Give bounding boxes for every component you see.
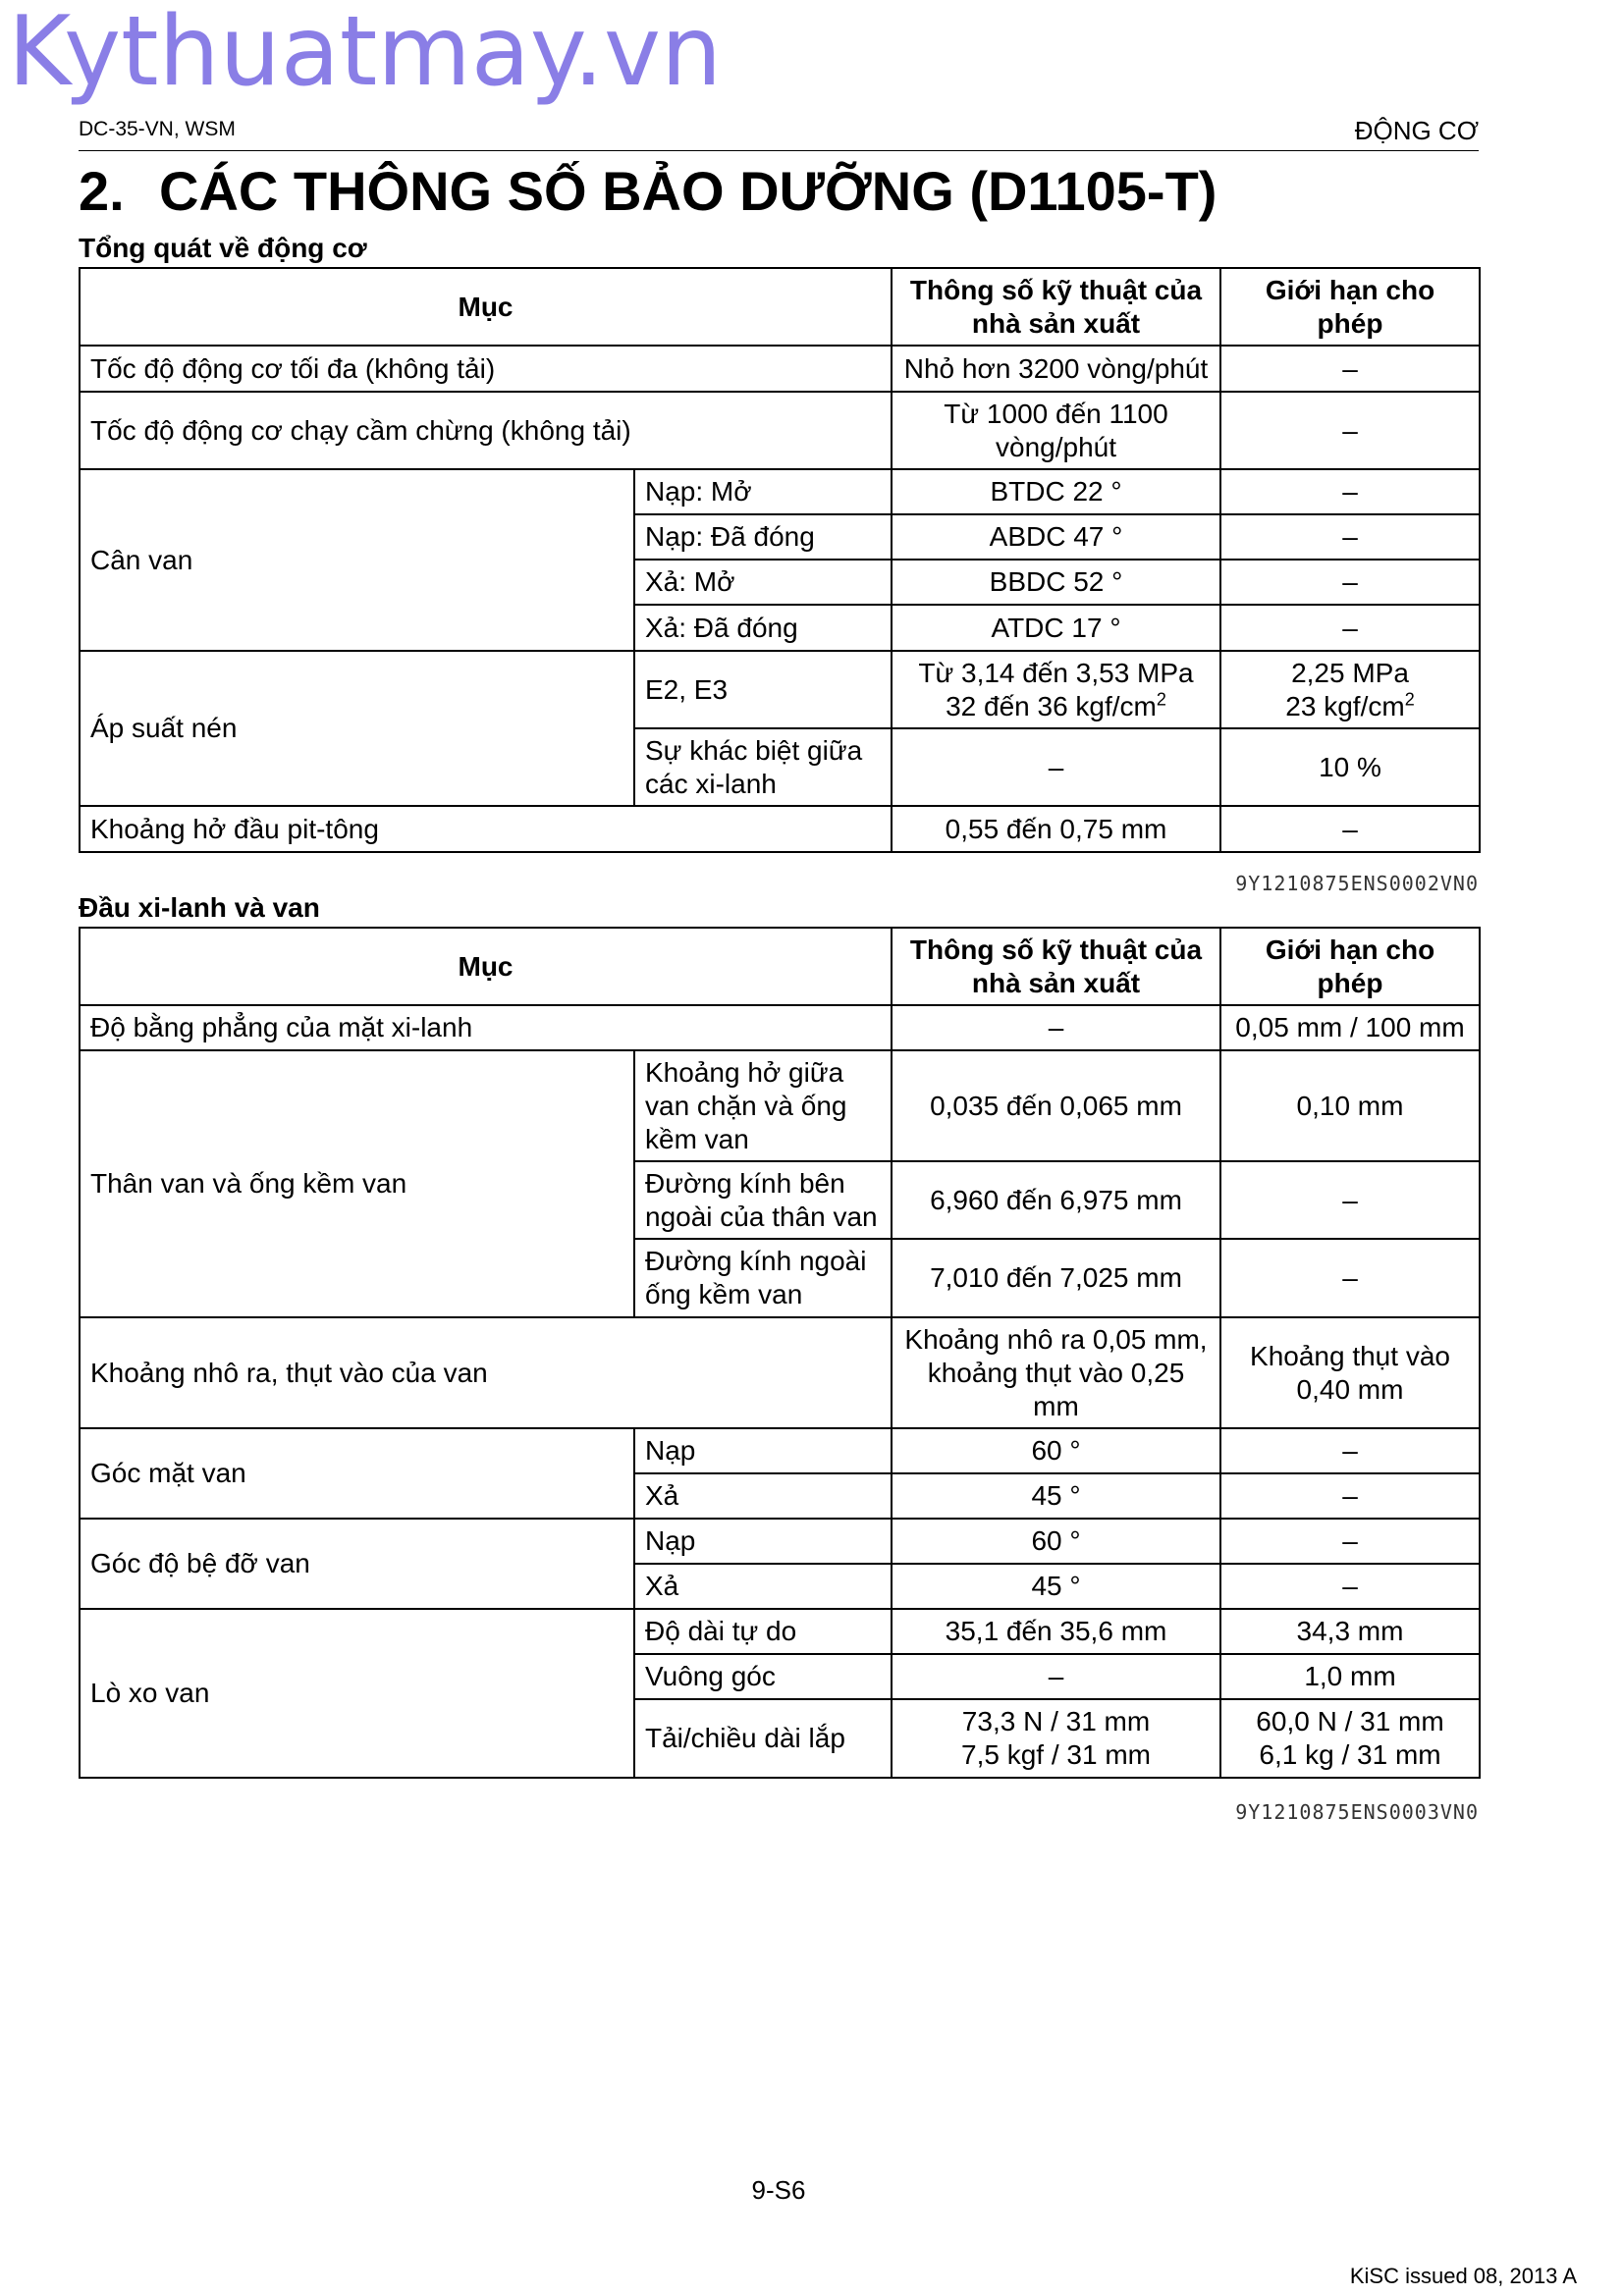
table-row xyxy=(80,806,1480,852)
row-spec: 35,1 đến 35,6 mm xyxy=(892,1609,1220,1654)
row-subitem: Tải/chiều dài lắp xyxy=(634,1699,892,1778)
spec-line: 7,5 kgf / 31 mm xyxy=(961,1739,1151,1770)
row-spec xyxy=(892,1699,1220,1778)
col-header-limit: Giới hạn cho phép xyxy=(1220,928,1480,1005)
row-subitem: Xả: Đã đóng xyxy=(634,605,892,651)
table-row xyxy=(80,346,1480,392)
row-item: Khoảng hở đầu pit-tông xyxy=(80,806,892,852)
limit-line: 2,25 MPa xyxy=(1291,657,1409,688)
table-header-row xyxy=(80,268,1480,346)
row-item: Áp suất nén xyxy=(80,651,634,806)
row-limit xyxy=(1220,651,1480,728)
row-limit: – xyxy=(1220,1564,1480,1609)
table-row xyxy=(80,469,1480,514)
row-item: Tốc độ động cơ tối đa (không tải) xyxy=(80,346,892,392)
row-subitem: Khoảng hở giữa van chặn và ống kềm van xyxy=(634,1050,892,1161)
row-subitem: Vuông góc xyxy=(634,1654,892,1699)
spec-line: Từ 3,14 đến 3,53 MPa xyxy=(918,657,1194,688)
table-row xyxy=(80,392,1480,469)
row-item: Lò xo van xyxy=(80,1609,634,1778)
row-spec: 0,55 đến 0,75 mm xyxy=(892,806,1220,852)
row-limit: – xyxy=(1220,1473,1480,1519)
row-spec: 45 ° xyxy=(892,1473,1220,1519)
row-item: Độ bằng phẳng của mặt xi-lanh xyxy=(80,1005,892,1050)
row-spec: Khoảng nhô ra 0,05 mm, khoảng thụt vào 0,25 mm xyxy=(892,1317,1220,1428)
exponent: 2 xyxy=(1156,689,1166,710)
row-spec: 45 ° xyxy=(892,1564,1220,1609)
cylinder-head-spec-table xyxy=(79,927,1481,1779)
row-spec: 60 ° xyxy=(892,1519,1220,1564)
header-rule xyxy=(79,150,1479,151)
page-number: 9-S6 xyxy=(751,2175,806,2205)
spec-line: 73,3 N / 31 mm xyxy=(961,1706,1151,1736)
row-limit: – xyxy=(1220,469,1480,514)
page-title xyxy=(79,159,1217,223)
row-limit: – xyxy=(1220,1161,1480,1239)
watermark-logo: Kythuatmay.vn xyxy=(8,0,723,108)
limit-line xyxy=(1231,690,1469,723)
reference-code: 9Y1210875ENS0002VN0 xyxy=(1235,872,1479,895)
limit-line: 6,1 kg / 31 mm xyxy=(1259,1739,1441,1770)
limit-line: 60,0 N / 31 mm xyxy=(1256,1706,1444,1736)
row-item: Khoảng nhô ra, thụt vào của van xyxy=(80,1317,892,1428)
row-subitem: Sự khác biệt giữa các xi-lanh xyxy=(634,728,892,806)
row-spec: – xyxy=(892,1005,1220,1050)
engine-spec-table xyxy=(79,267,1481,853)
row-spec: BTDC 22 ° xyxy=(892,469,1220,514)
table-row xyxy=(80,1317,1480,1428)
section-heading-cylinder-head: Đầu xi-lanh và van xyxy=(79,892,320,923)
row-subitem: Độ dài tự do xyxy=(634,1609,892,1654)
table-row xyxy=(80,1609,1480,1654)
row-limit: – xyxy=(1220,514,1480,560)
reference-code: 9Y1210875ENS0003VN0 xyxy=(1235,1800,1479,1824)
col-header-item: Mục xyxy=(80,268,892,346)
row-limit: 0,10 mm xyxy=(1220,1050,1480,1161)
row-item: Góc mặt van xyxy=(80,1428,634,1519)
row-limit: – xyxy=(1220,1239,1480,1317)
row-limit: 34,3 mm xyxy=(1220,1609,1480,1654)
row-spec: BBDC 52 ° xyxy=(892,560,1220,605)
title-text: CÁC THÔNG SỐ BẢO DƯỠNG (D1105-T) xyxy=(159,160,1217,222)
row-limit: – xyxy=(1220,560,1480,605)
table-row xyxy=(80,1005,1480,1050)
row-subitem: Nạp xyxy=(634,1519,892,1564)
chapter-name: ĐỘNG CƠ xyxy=(1354,116,1479,145)
limit-line-text: 23 kgf/cm xyxy=(1285,690,1405,721)
title-number: 2. xyxy=(79,160,125,222)
row-spec: ATDC 17 ° xyxy=(892,605,1220,651)
row-spec: Nhỏ hơn 3200 vòng/phút xyxy=(892,346,1220,392)
table-row xyxy=(80,1428,1480,1473)
row-spec: 7,010 đến 7,025 mm xyxy=(892,1239,1220,1317)
section-heading-engine: Tổng quát về động cơ xyxy=(79,233,367,263)
table-row xyxy=(80,1519,1480,1564)
row-spec: – xyxy=(892,728,1220,806)
row-limit: – xyxy=(1220,806,1480,852)
row-spec xyxy=(892,651,1220,728)
row-limit: 0,05 mm / 100 mm xyxy=(1220,1005,1480,1050)
spec-line xyxy=(902,690,1210,723)
table-row xyxy=(80,651,1480,728)
row-spec: – xyxy=(892,1654,1220,1699)
row-limit: – xyxy=(1220,346,1480,392)
row-limit: – xyxy=(1220,392,1480,469)
row-limit: Khoảng thụt vào 0,40 mm xyxy=(1220,1317,1480,1428)
row-subitem: Nạp xyxy=(634,1428,892,1473)
col-header-limit: Giới hạn cho phép xyxy=(1220,268,1480,346)
row-limit: 10 % xyxy=(1220,728,1480,806)
row-subitem: Nạp: Mở xyxy=(634,469,892,514)
row-limit: – xyxy=(1220,605,1480,651)
exponent: 2 xyxy=(1404,689,1415,710)
row-subitem: Xả xyxy=(634,1473,892,1519)
col-header-spec: Thông số kỹ thuật của nhà sản xuất xyxy=(892,268,1220,346)
row-subitem: Nạp: Đã đóng xyxy=(634,514,892,560)
row-spec: Từ 1000 đến 1100 vòng/phút xyxy=(892,392,1220,469)
row-subitem: E2, E3 xyxy=(634,651,892,728)
row-subitem: Xả xyxy=(634,1564,892,1609)
row-limit xyxy=(1220,1699,1480,1778)
spec-line-text: 32 đến 36 kgf/cm xyxy=(946,690,1157,721)
row-item: Thân van và ống kềm van xyxy=(80,1050,634,1317)
col-header-spec: Thông số kỹ thuật của nhà sản xuất xyxy=(892,928,1220,1005)
row-limit: – xyxy=(1220,1519,1480,1564)
row-limit: – xyxy=(1220,1428,1480,1473)
issue-note: KiSC issued 08, 2013 A xyxy=(1349,2264,1577,2288)
row-subitem: Đường kính bên ngoài của thân van xyxy=(634,1161,892,1239)
manual-code: DC-35-VN, WSM xyxy=(79,118,236,140)
row-item: Góc độ bệ đỡ van xyxy=(80,1519,634,1609)
row-spec: 6,960 đến 6,975 mm xyxy=(892,1161,1220,1239)
row-item: Tốc độ động cơ chạy cầm chừng (không tải) xyxy=(80,392,892,469)
table-row xyxy=(80,1050,1480,1161)
row-subitem: Xả: Mở xyxy=(634,560,892,605)
row-item: Cân van xyxy=(80,469,634,651)
row-limit: 1,0 mm xyxy=(1220,1654,1480,1699)
row-spec: 60 ° xyxy=(892,1428,1220,1473)
row-subitem: Đường kính ngoài ống kềm van xyxy=(634,1239,892,1317)
row-spec: ABDC 47 ° xyxy=(892,514,1220,560)
row-spec: 0,035 đến 0,065 mm xyxy=(892,1050,1220,1161)
table-header-row xyxy=(80,928,1480,1005)
col-header-item: Mục xyxy=(80,928,892,1005)
